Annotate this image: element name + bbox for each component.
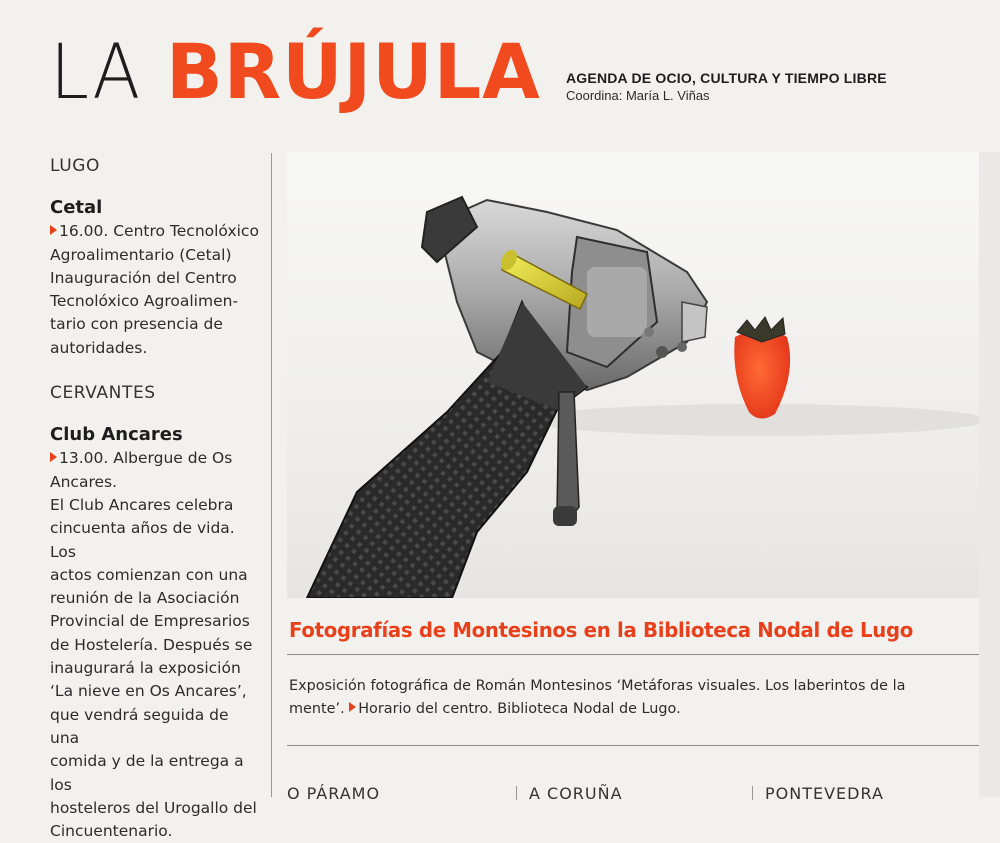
masthead-brujula: BRÚJULA	[166, 27, 541, 116]
page-edge	[979, 152, 1000, 797]
event-line: El Club Ancares celebra	[50, 495, 234, 514]
masthead-la: LA	[50, 27, 143, 116]
event-line: Agroalimentario (Cetal)	[50, 245, 232, 264]
event-line: Cincuentenario.	[50, 822, 173, 841]
event-line: tario con presencia de	[50, 315, 223, 334]
event-line: actos comienzan con una	[50, 565, 248, 584]
masthead-coordinator: Coordina: María L. Viñas	[566, 88, 710, 103]
event-line: Provincial de Empresarios	[50, 612, 250, 631]
event-line: reunión de la Asociación	[50, 589, 240, 608]
place-heading: LUGO	[50, 156, 101, 176]
event-line: que vendrá seguida de una	[50, 705, 229, 747]
caption-line	[289, 698, 969, 721]
event-line: ‘La nieve en Os Ancares’,	[50, 682, 247, 701]
next-section-headings	[287, 784, 979, 804]
caption-line: Exposición fotográfica de Román Montesinos ‘Metáforas visuales. Los laberintos de la	[289, 678, 906, 694]
event-line: hosteleros del Urogallo del	[50, 798, 257, 817]
event-line: cincuenta años de vida. Los	[50, 519, 235, 561]
arrow-icon	[50, 452, 57, 462]
column-divider	[752, 786, 753, 800]
place-heading: A CORUÑA	[529, 784, 623, 803]
event-title: Cetal	[50, 197, 103, 219]
arrow-icon	[349, 702, 356, 712]
arrow-icon	[50, 225, 57, 235]
place-heading: O PÁRAMO	[287, 784, 381, 803]
event-line: Inauguración del Centro	[50, 268, 237, 287]
event-line	[50, 447, 260, 470]
event-time: 16.00. Centro Tecnolóxico	[59, 222, 259, 241]
sidebar-agenda	[50, 150, 260, 843]
event-line: inaugurará la exposición	[50, 659, 241, 678]
event-line: autoridades.	[50, 338, 148, 357]
feature-photo	[287, 152, 979, 598]
bottom-rule	[287, 745, 979, 746]
caption-schedule: Horario del centro. Biblioteca Nodal de Lugo.	[358, 701, 681, 717]
place-heading: PONTEVEDRA	[765, 784, 884, 803]
column-divider	[516, 786, 517, 800]
event-body	[50, 220, 260, 360]
masthead-tagline: AGENDA DE OCIO, CULTURA Y TIEMPO LIBRE	[566, 70, 887, 86]
feature-headline: Fotografías de Montesinos en la Biblioteca Nodal de Lugo	[289, 618, 914, 642]
feature-caption	[289, 675, 969, 721]
event-line	[50, 220, 260, 243]
column-divider	[271, 153, 272, 797]
event-line: de Hostelería. Después se	[50, 635, 253, 654]
headline-rule	[287, 654, 979, 655]
event-title: Club Ancares	[50, 424, 183, 446]
event-line: comida y de la entrega a los	[50, 752, 244, 794]
caption-text: mente’.	[289, 701, 345, 717]
place-heading: CERVANTES	[50, 383, 156, 404]
event-time: 13.00. Albergue de Os	[59, 449, 233, 468]
event-body	[50, 447, 260, 843]
event-line: Ancares.	[50, 472, 118, 491]
event-line: Tecnolóxico Agroalimen-	[50, 292, 239, 311]
